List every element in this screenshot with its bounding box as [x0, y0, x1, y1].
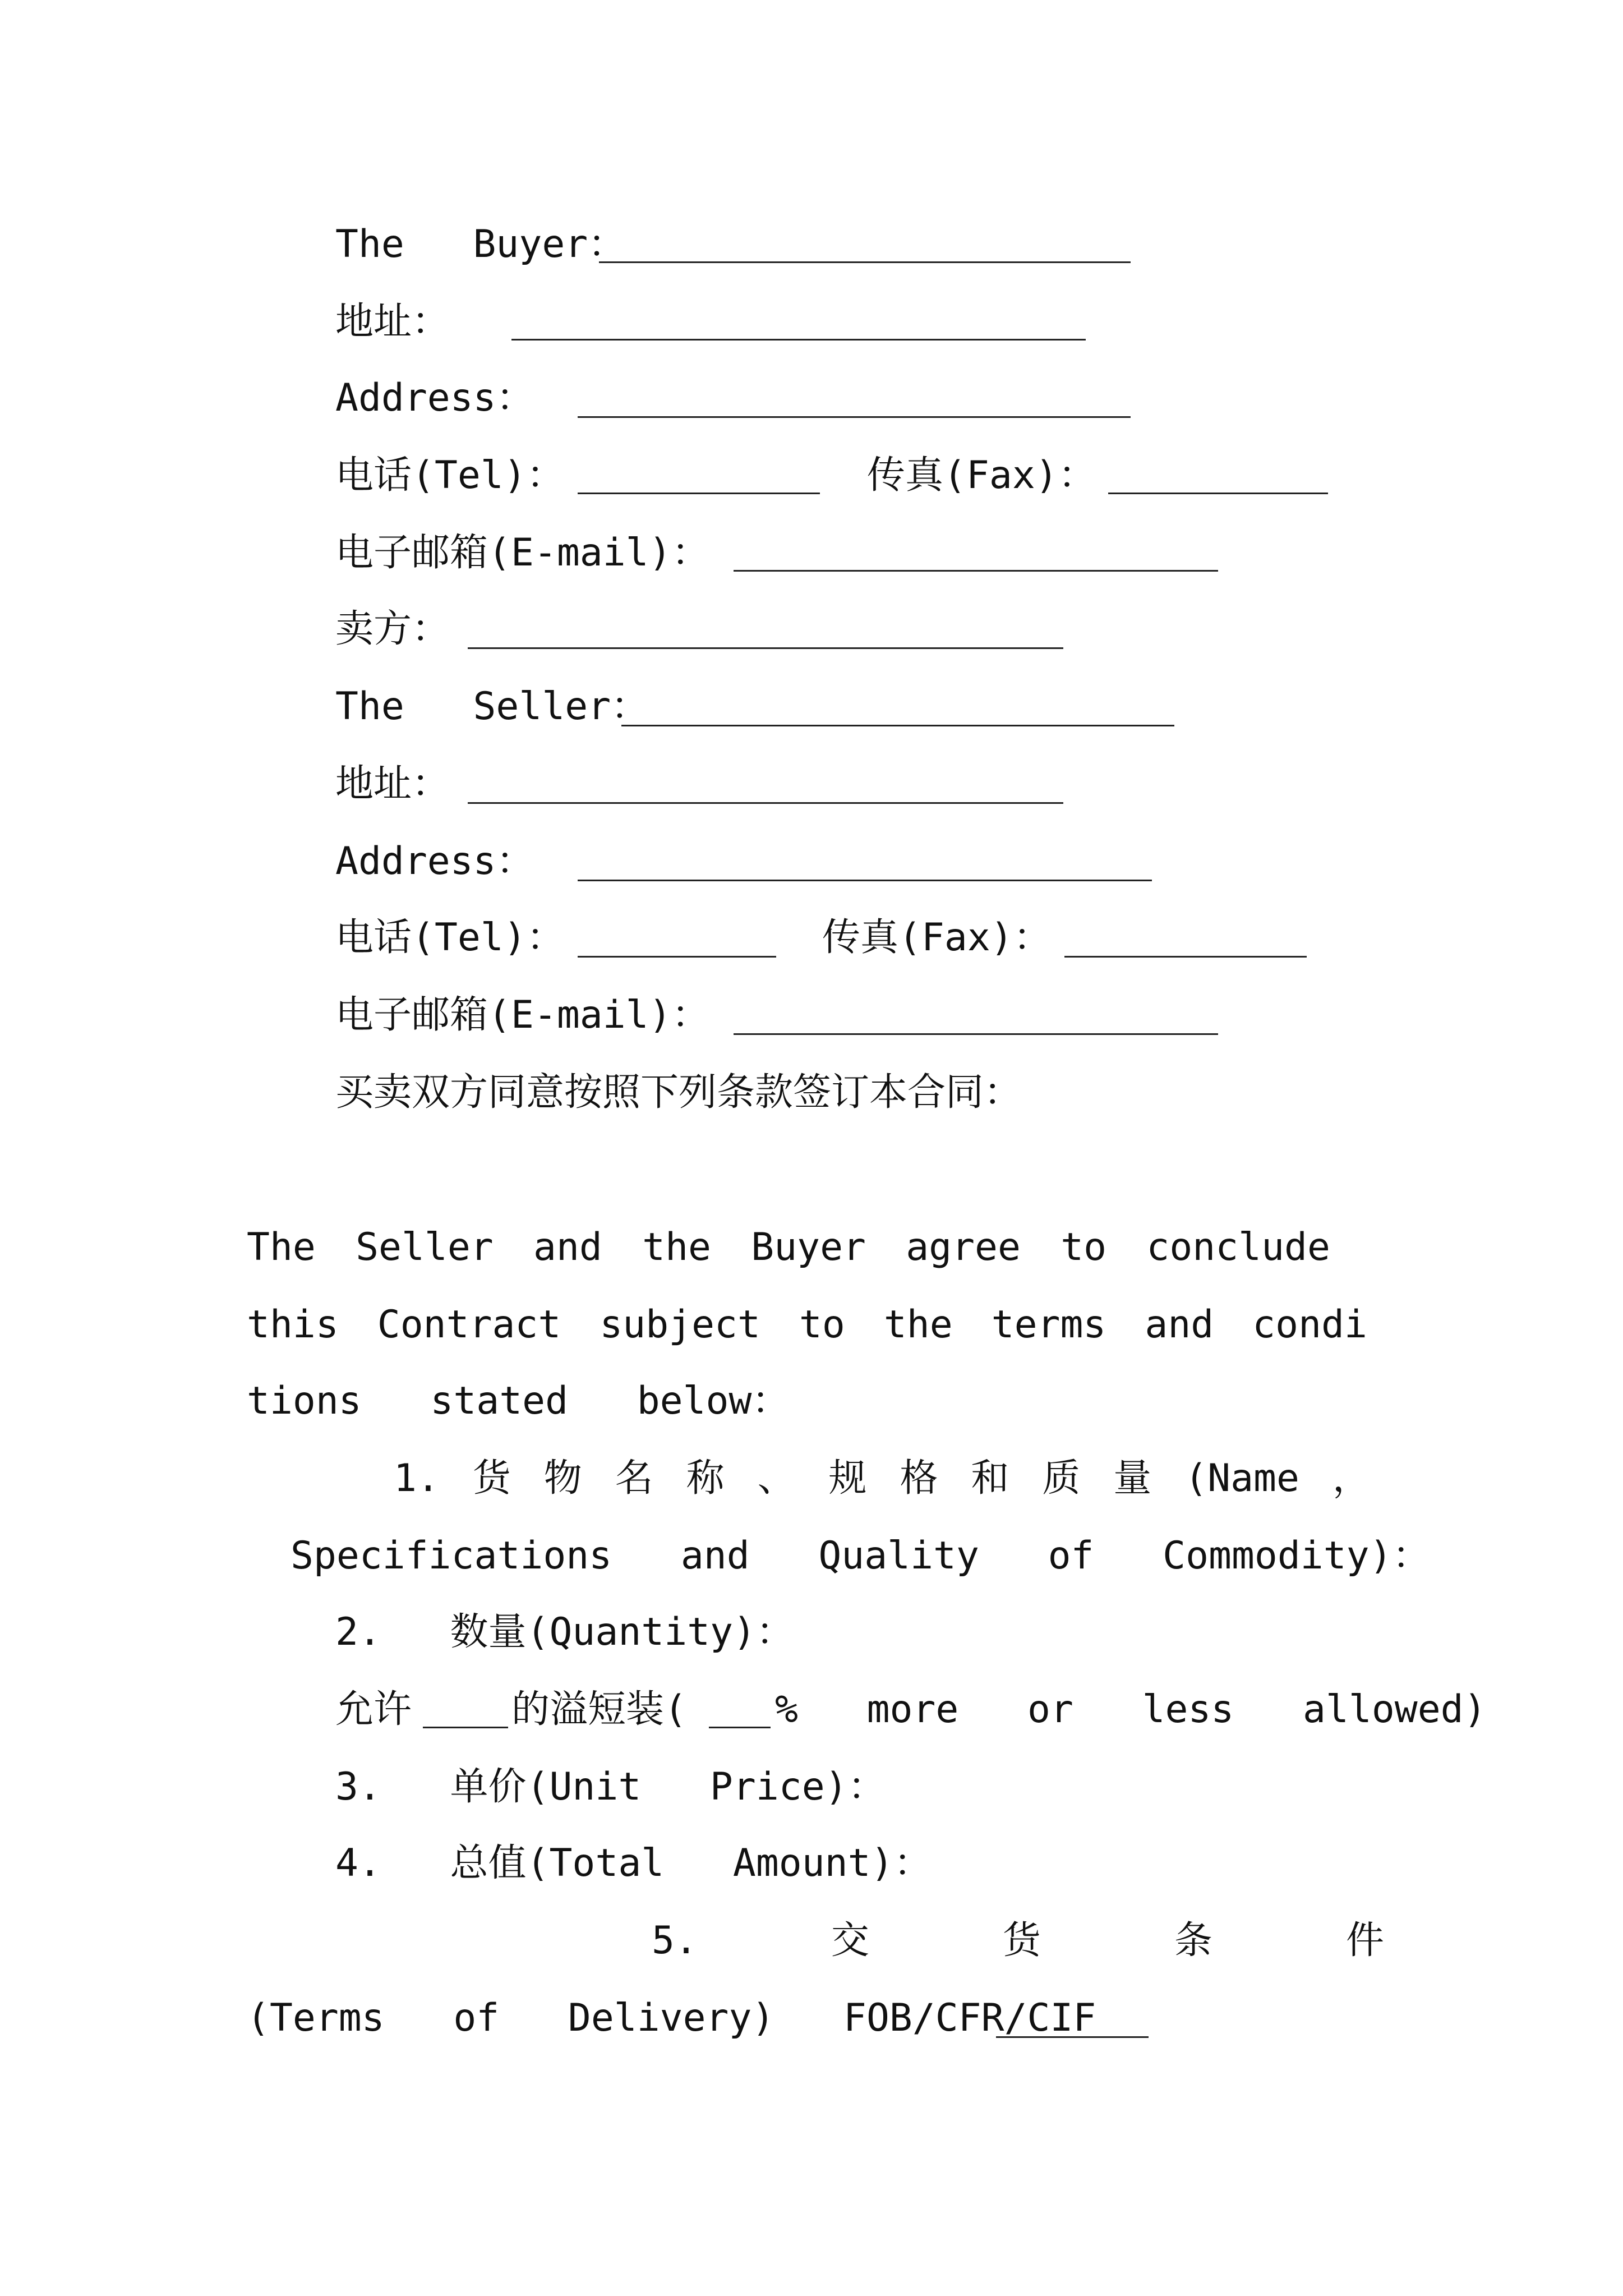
clause-3: 3. 单价(Unit Price)： [335, 1765, 886, 1809]
agreement-en-line-2: this Contract subject to the terms and condi [247, 1303, 1367, 1347]
delivery-terms-field[interactable] [996, 2036, 1149, 2038]
buyer-tel-field[interactable] [578, 493, 820, 494]
clause-2: 2. 数量(Quantity)： [335, 1610, 794, 1654]
clause-2-tolerance-b: 的溢短装( [511, 1687, 687, 1732]
seller-label-en: The Seller： [335, 684, 649, 729]
buyer-fax-field[interactable] [1108, 493, 1328, 494]
agreement-en-line-1: The Seller and the Buyer agree to conclude [247, 1225, 1330, 1269]
buyer-email-label: 电子邮箱(E-mail)： [335, 531, 710, 575]
seller-email-label: 电子邮箱(E-mail)： [335, 993, 710, 1037]
clause-1-line-1: 1. 货 物 名 称 、 规 格 和 质 量 (Name ， [394, 1456, 1371, 1501]
clause-5-line-2: (Terms of Delivery) FOB/CFR/CIF [247, 1996, 1096, 2040]
buyer-address-cn-field[interactable] [511, 339, 1086, 341]
seller-label-cn: 卖方： [335, 607, 450, 651]
seller-cn-field[interactable] [468, 647, 1063, 649]
buyer-label-en: The Buyer： [335, 222, 626, 266]
agreement-cn: 买卖双方同意按照下列条款签订本合同： [335, 1070, 1022, 1115]
seller-address-cn-field[interactable] [468, 802, 1063, 804]
seller-fax-field[interactable] [1064, 956, 1307, 958]
buyer-email-field[interactable] [734, 570, 1218, 572]
seller-name-field[interactable] [621, 725, 1174, 726]
seller-address-en-field[interactable] [578, 880, 1152, 881]
buyer-address-en-label: Address： [335, 376, 534, 420]
seller-email-field[interactable] [734, 1033, 1218, 1035]
seller-address-cn-label: 地址： [335, 762, 450, 806]
seller-tel-field[interactable] [578, 956, 776, 958]
seller-fax-label: 传真(Fax)： [822, 915, 1052, 960]
clause-2-tolerance-c: % more or less allowed) [775, 1687, 1487, 1732]
tolerance-amount-field[interactable] [423, 1727, 508, 1728]
clause-4: 4. 总值(Total Amount)： [335, 1841, 932, 1885]
clause-1-line-2: Specifications and Quality of Commodity)： [291, 1534, 1431, 1578]
seller-address-en-label: Address： [335, 839, 534, 884]
buyer-address-en-field[interactable] [578, 416, 1131, 418]
agreement-en-line-3: tions stated below： [247, 1379, 790, 1423]
tolerance-percent-field[interactable] [709, 1727, 771, 1728]
clause-5-line-1: 5. 交 货 条 件 [652, 1918, 1384, 1963]
seller-tel-label: 电话(Tel)： [335, 915, 565, 960]
buyer-tel-label: 电话(Tel)： [335, 453, 565, 498]
buyer-name-field[interactable] [599, 261, 1131, 263]
buyer-address-cn-label: 地址： [335, 300, 450, 344]
buyer-fax-label: 传真(Fax)： [867, 453, 1096, 498]
clause-2-tolerance-a: 允许 [335, 1687, 412, 1732]
